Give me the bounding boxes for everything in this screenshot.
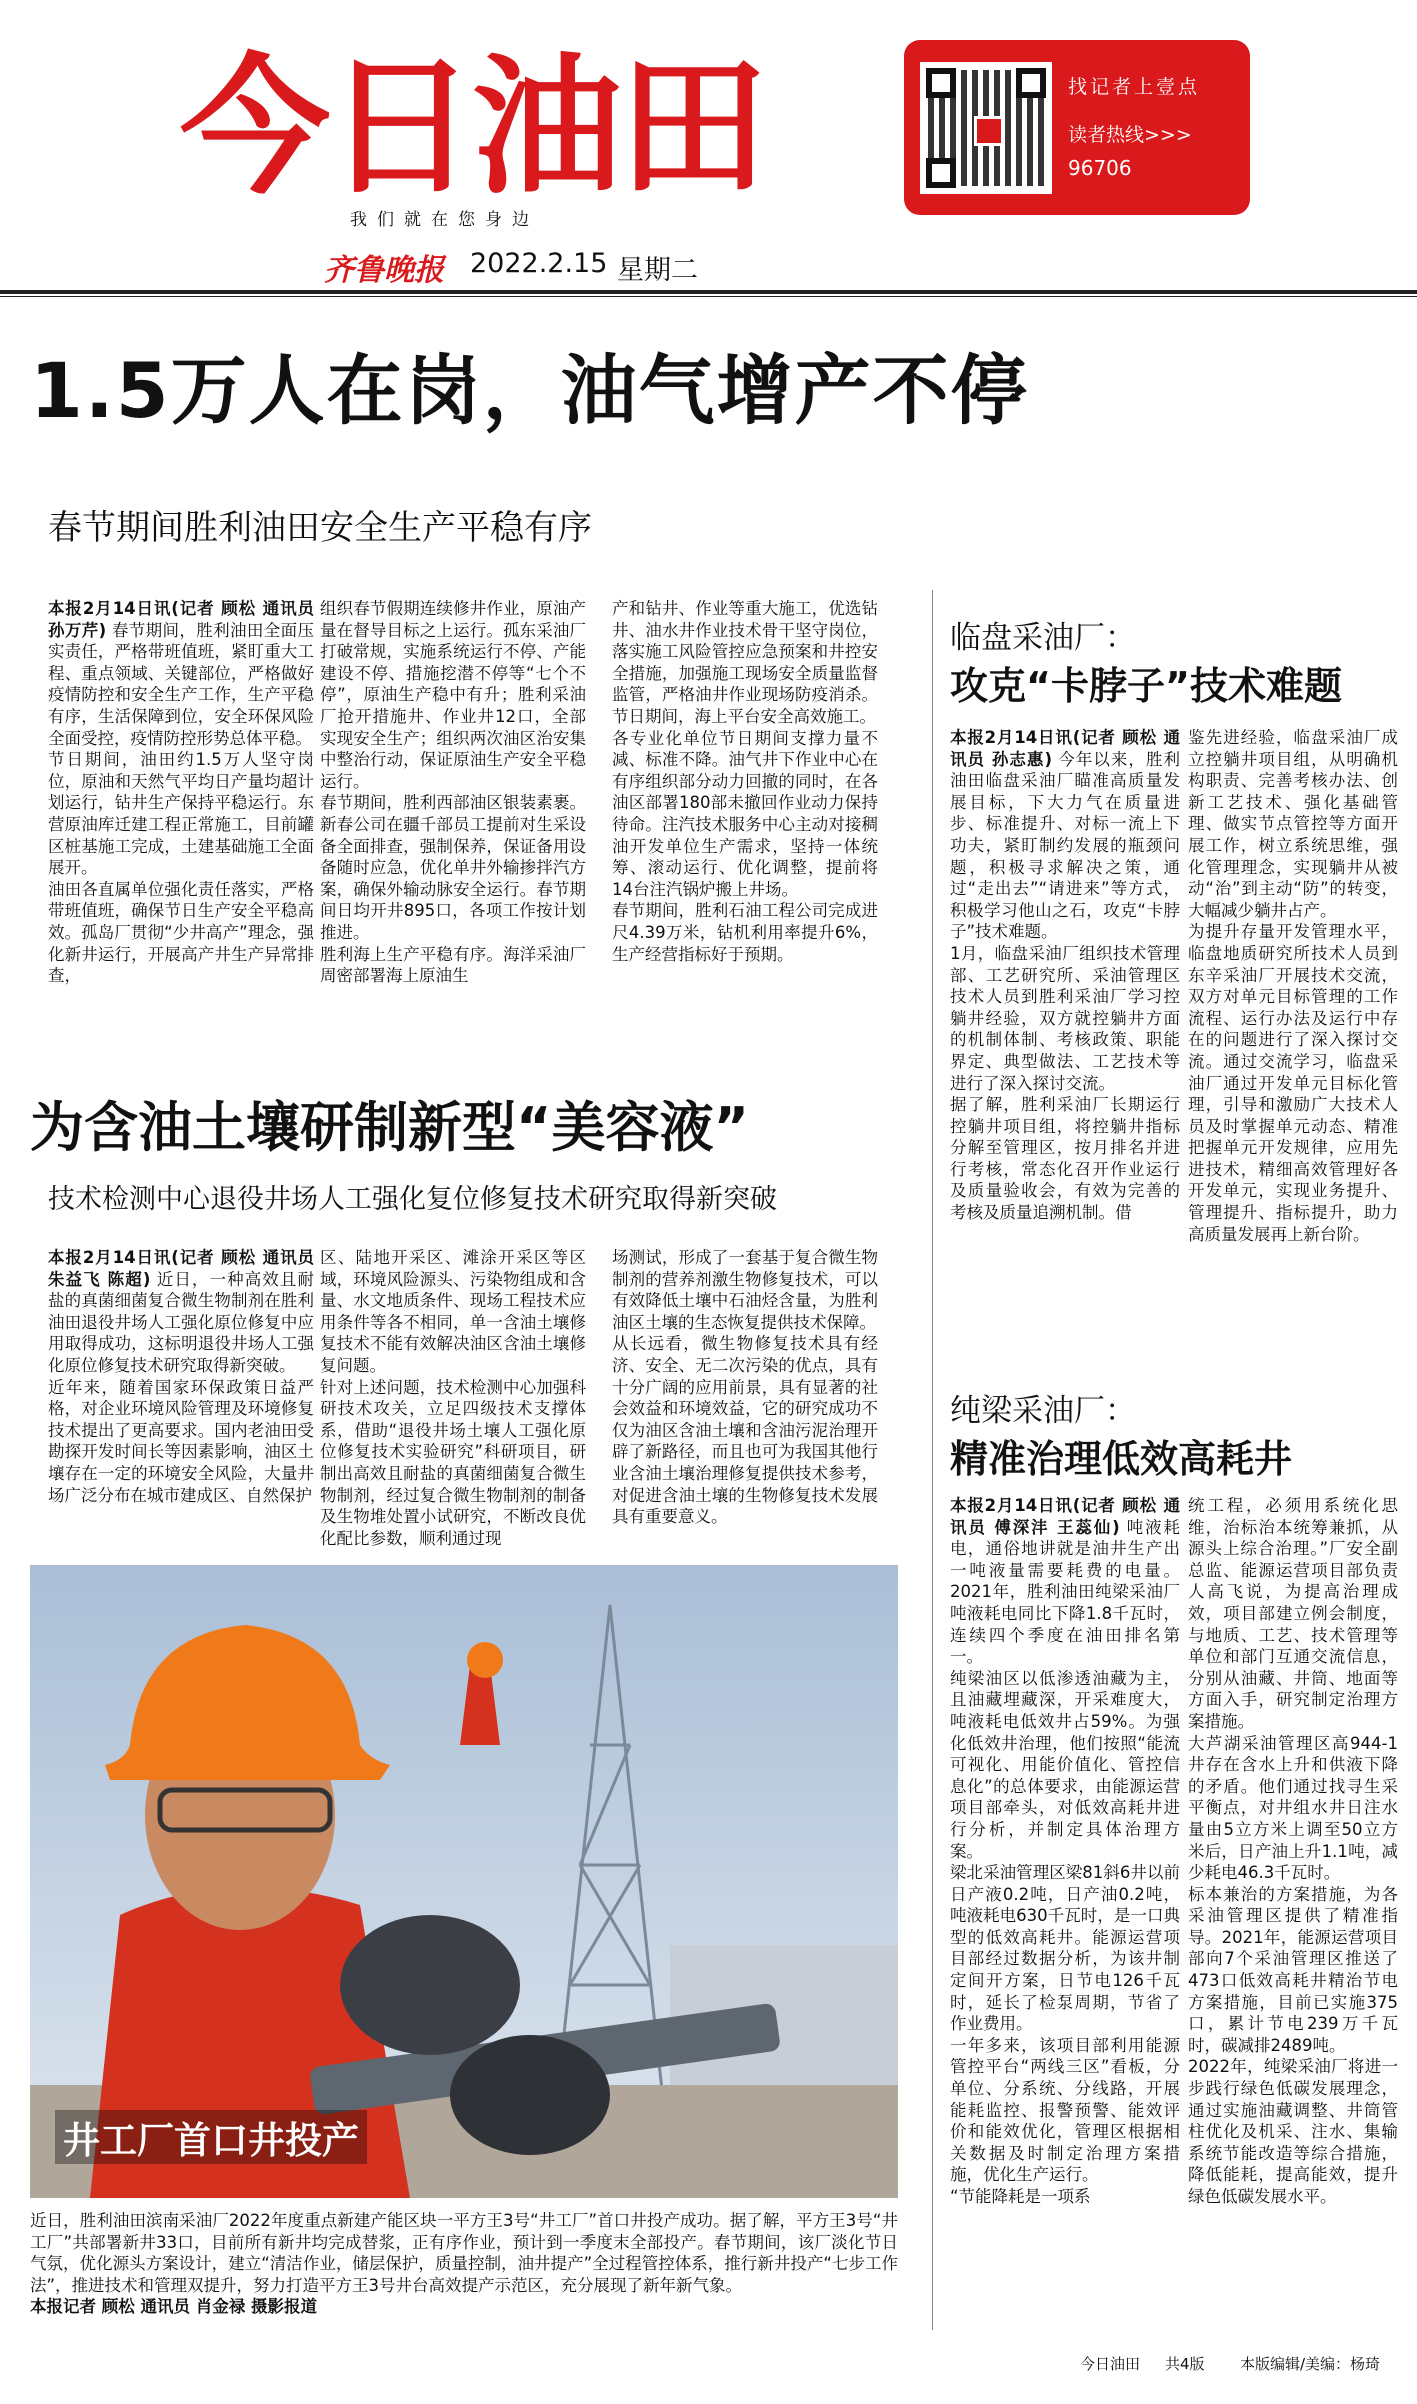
side1-tag: 临盘采油厂：: [950, 620, 1136, 656]
side1-byline: 本报2月14日讯(记者 顾松 通讯员 孙志惠): [950, 728, 1180, 769]
masthead-slogan: 我们就在您身边: [350, 210, 539, 230]
photo-text-body: 近日，胜利油田滨南采油厂2022年度重点新建产能区块一平方王3号“井工厂”首口井投产成功。据了解，平方王3号“井工厂”共部署新井33口，目前所有新井均完成替浆，正有序作业，预计到一季度末全部投产。春节期间，该厂淡化节日气氛，优化源头方案设计，建立“清洁作业，储层保护，质量控制，油井提产”全过程管控体系，推行新井投产“七步工作法”，推进技术和管理双提升，努力打造平方王3号井台高效提产示范区，充分展现了新年新气象。: [30, 2211, 898, 2295]
masthead-rule-thin: [0, 296, 1417, 297]
footer-paper: 今日油田: [1080, 2355, 1141, 2373]
second-column-3: 场测试，形成了一套基于复合微生物制剂的营养剂激生物修复技术，可以有效降低土壤中石油烃含量，为胜利油区土壤的生态恢复提供技术保障。 从长远看，微生物修复技术具有经济、安全、无二次污染的优点，具有十分广阔的应用前景，具有显著的社会效益和环境效益，它的研究成功不仅为油区含油土壤和含油污泥治理开辟了新路径，而且也可为我国其他行业含油土壤治理修复提供技术参考，对促进含油土壤的生物修复技术发展具有重要意义。: [612, 1248, 878, 1527]
brand-logo: 齐鲁晚报: [324, 253, 444, 288]
lead-column-1-text: 春节期间，胜利油田全面压实责任，严格带班值班，紧盯重大工程、重点领域、关键部位，严格做好疫情防控和安全生产工作，生产平稳有序，生活保障到位，安全环保风险全面受控，疫情防控形势总体平稳。 节日期间，油田约1.5万人坚守岗位，原油和天然气平均日产量均超计划运行，钻井生产保持平稳运行。东营原油库迁建工程正常施工，目前罐区桩基施工完成，土建基础施工全面展开。 油田各直属单位强化责任落实，严格带班值班，确保节日生产安全平稳高效。孤岛厂贯彻“少井高产”理念，强化新井运行，开展高产井生产异常排查，: [48, 620, 314, 986]
side1-headline: 攻克“卡脖子”技术难题: [950, 664, 1342, 708]
news-photo: [30, 1565, 898, 2198]
issue-weekday: 星期二: [617, 255, 698, 286]
lead-column-1: [48, 598, 314, 1058]
side2-column-1: [950, 1495, 1180, 2330]
second-column-1-text: 近日，一种高效且耐盐的真菌细菌复合微生物制剂在胜利油田退役井场人工强化原位修复中应用取得成功，这标明退役井场人工强化原位修复技术研究取得新突破。 近年来，随着国家环保政策日益严格，对企业环境风险管理及环境修复技术提出了更高要求。国内老油田受勘探开发时间长等因素影响，油区土壤存在一定的环境安全风险，大量井场广泛分布在城市建成区、自然保护: [48, 1269, 314, 1505]
lead-subheadline: 春节期间胜利油田安全生产平稳有序: [48, 508, 592, 548]
hotline-number: 96706: [1068, 156, 1132, 180]
qr-code-icon: [920, 62, 1052, 194]
side2-byline: 本报2月14日讯(记者 顾松 通讯员 傅深沣 王蕊仙): [950, 1496, 1180, 1537]
footer-page: 共4版: [1165, 2355, 1205, 2373]
column-divider: [932, 590, 933, 2330]
find-reporter-text: 找记者上壹点: [1068, 76, 1201, 98]
second-column-2: 区、陆地开采区、滩涂开采区等区域，环境风险源头、污染物组成和含量、水文地质条件、现场工程技术应用条件等各不相同，单一含油土壤修复技术不能有效解决油区含油土壤修复问题。 针对上述问题，技术检测中心加强科研技术攻关，立足四级技术支撑体系，借助“退役井场土壤人工强化原位修复技术实验研究”科研项目，研制出高效且耐盐的真菌细菌复合微生物制剂，经过复合微生物制剂的制备及生物堆处置小试研究，不断改良优化配比参数，顺利通过现: [320, 1248, 586, 1547]
issue-date: 2022.2.15: [470, 248, 608, 279]
side1-column-2: 鉴先进经验，临盘采油厂成立控躺井项目组，从明确机构职责、完善考核办法、创新工艺技术、强化基础管理、做实节点管控等方面开展工作，树立系统思维，强化管理理念，实现躺井从被动“治”到主动“防”的转变，大幅减少躺井占产。 为提升存量开发管理水平，临盘地质研究所技术人员到东辛采油厂开展技术交流，双方对单元目标管理的工作流程、运行办法及运行中存在的问题进行了深入探讨交流。通过交流学习，临盘采油厂通过开发单元目标化管理，引导和激励广大技术人员及时掌握单元动态、精准把握单元开发规律，应用先进技术，精细高效管理好各开发单元，实现业务提升、管理提升、指标提升，助力高质量发展再上新台阶。: [1188, 728, 1398, 1244]
lead-byline: 本报2月14日讯(记者 顾松 通讯员 孙万芹): [48, 599, 314, 640]
photo-caption: 井工厂首口井投产: [55, 2110, 367, 2164]
side1-column-1-text: 今年以来，胜利油田临盘采油厂瞄准高质量发展目标，下大力气在质量进步、标准提升、对标一流上下功夫，紧盯制约发展的瓶颈问题，积极寻求解决之策，通过“走出去”“请进来”等方式，积极学习他山之石，攻克“卡脖子”技术难题。 1月，临盘采油厂组织技术管理部、工艺研究所、采油管理区技术人员到胜利采油厂学习控躺井经验，双方就控躺井方面的机制体制、考核政策、职能界定、典型做法、工艺技术等进行了深入探讨交流。 据了解，胜利采油厂长期运行控躺井项目组，将控躺井指标分解至管理区，按月排名并进行考核，常态化召开作业运行及质量验收会，有效为完善的考核及质量追溯机制。借: [950, 749, 1180, 1223]
lead-column-3: 产和钻井、作业等重大施工，优选钻井、油水井作业技术骨干坚守岗位，落实施工风险管控应急预案和井控安全措施，加强施工现场安全质量监督监管，严格油井作业现场防疫消杀。节日期间，海上平台安全高效施工。 各专业化单位节日期间支撑力量不减、标准不降。油气井下作业中心在有序组织部分动力回撤的同时，在各油区部署180部未撤回作业动力保持待命。注汽技术服务中心主动对接稠油开发单位生产需求，坚持一体统筹、滚动运行、优化调整，提前将14台注汽锅炉搬上井场。 春节期间，胜利石油工程公司完成进尺4.39万米，钻机利用率提升6%，生产经营指标好于预期。: [612, 599, 878, 964]
footer-editor: 本版编辑/美编：杨琦: [1240, 2355, 1381, 2373]
second-column-1: [48, 1247, 314, 1547]
side2-column-2: 统工程，必须用系统化思维，治标治本统筹兼抓，从源头上综合治理。”厂安全副总监、能源运营项目部负责人高飞说，为提高治理成效，项目部建立例会制度，与地质、工艺、技术管理等单位和部门互通交流信息，分别从油藏、井筒、地面等方面入手，研究制定治理方案措施。 大芦湖采油管理区高944-1井存在含水上升和供液下降的矛盾。他们通过找寻生采平衡点，对井组水井日注水量由5立方米上调至50立方米后，日产油上升1.1吨，减少耗电46.3千瓦时。 标本兼治的方案措施，为各采油管理区提供了精准指导。2021年，能源运营项目部向7个采油管理区推送了473口低效高耗井精治节电方案措施，目前已实施375口，累计节电239万千瓦时，碳减排2489吨。 2022年，纯梁采油厂将进一步践行绿色低碳发展理念，通过实施油藏调整、井筒管柱优化及机采、注水、集输系统节能改造等综合措施，降低能耗，提高能效，提升绿色低碳发展水平。: [1188, 1496, 1398, 2206]
photo-text: [30, 2210, 898, 2318]
side2-tag: 纯梁采油厂：: [950, 1393, 1136, 1429]
hotline-label: 读者热线>>>: [1068, 124, 1192, 146]
second-headline: 为含油土壤研制新型“美容液”: [30, 1096, 749, 1159]
masthead-title: 今日油田: [180, 41, 765, 215]
masthead-rule: [0, 290, 1417, 294]
side1-column-1: [950, 727, 1180, 1347]
lead-column-2: 组织春节假期连续修井作业，原油产量在督导目标之上运行。孤东采油厂打破常规，实施系统运行不停、产能建设不停、措施挖潜不停等“七个不停”，原油生产稳中有升；胜利采油厂抢开措施井、作业井12口，全部实现安全生产；组织两次油区治安集中整治行动，保证原油生产安全平稳运行。 春节期间，胜利西部油区银装素裹。新春公司在疆千部员工提前对生采设备全面排查，强制保养，保证备用设备随时应急，优化单井外输掺拌汽方案，确保外输动脉安全运行。春节期间日均开井895口，各项工作按计划推进。 胜利海上生产平稳有序。海洋采油厂周密部署海上原油生: [320, 599, 586, 986]
side2-headline: 精准治理低效高耗井: [950, 1437, 1293, 1481]
second-subheadline: 技术检测中心退役井场人工强化复位修复技术研究取得新突破: [48, 1184, 777, 1215]
oil-worker-illustration: [30, 1565, 898, 2198]
photo-credit: 本报记者 顾松 通讯员 肖金禄 摄影报道: [30, 2297, 317, 2317]
lead-headline: 1.5万人在岗，油气增产不停: [30, 346, 1029, 435]
side2-column-1-text: 吨液耗电，通俗地讲就是油井生产出一吨液量需要耗费的电量。2021年，胜利油田纯梁采油厂吨液耗电同比下降1.8千瓦时，连续四个季度在油田排名第一。 纯梁油区以低渗透油藏为主，且油藏埋藏深，开采难度大，吨液耗电低效井占59%。为强化低效井治理，他们按照“能流可视化、用能价值化、管控信息化”的总体要求，由能源运营项目部牵头，对低效高耗井进行分析，并制定具体治理方案。 梁北采油管理区梁81斜6井以前日产液0.2吨，日产油0.2吨，吨液耗电630千瓦时，是一口典型的低效高耗井。能源运营项目部经过数据分析，为该井制定间开方案，日节电126千瓦时，延长了检泵周期，节省了作业费用。 一年多来，该项目部利用能源管控平台“两线三区”看板，分单位、分系统、分线路，开展能耗监控、报警预警、能效评价和能效优化，管理区根据相关数据及时制定治理方案措施，优化生产运行。 “节能降耗是一项系: [950, 1517, 1180, 2206]
second-byline: 本报2月14日讯(记者 顾松 通讯员 朱益飞 陈超): [48, 1248, 314, 1289]
